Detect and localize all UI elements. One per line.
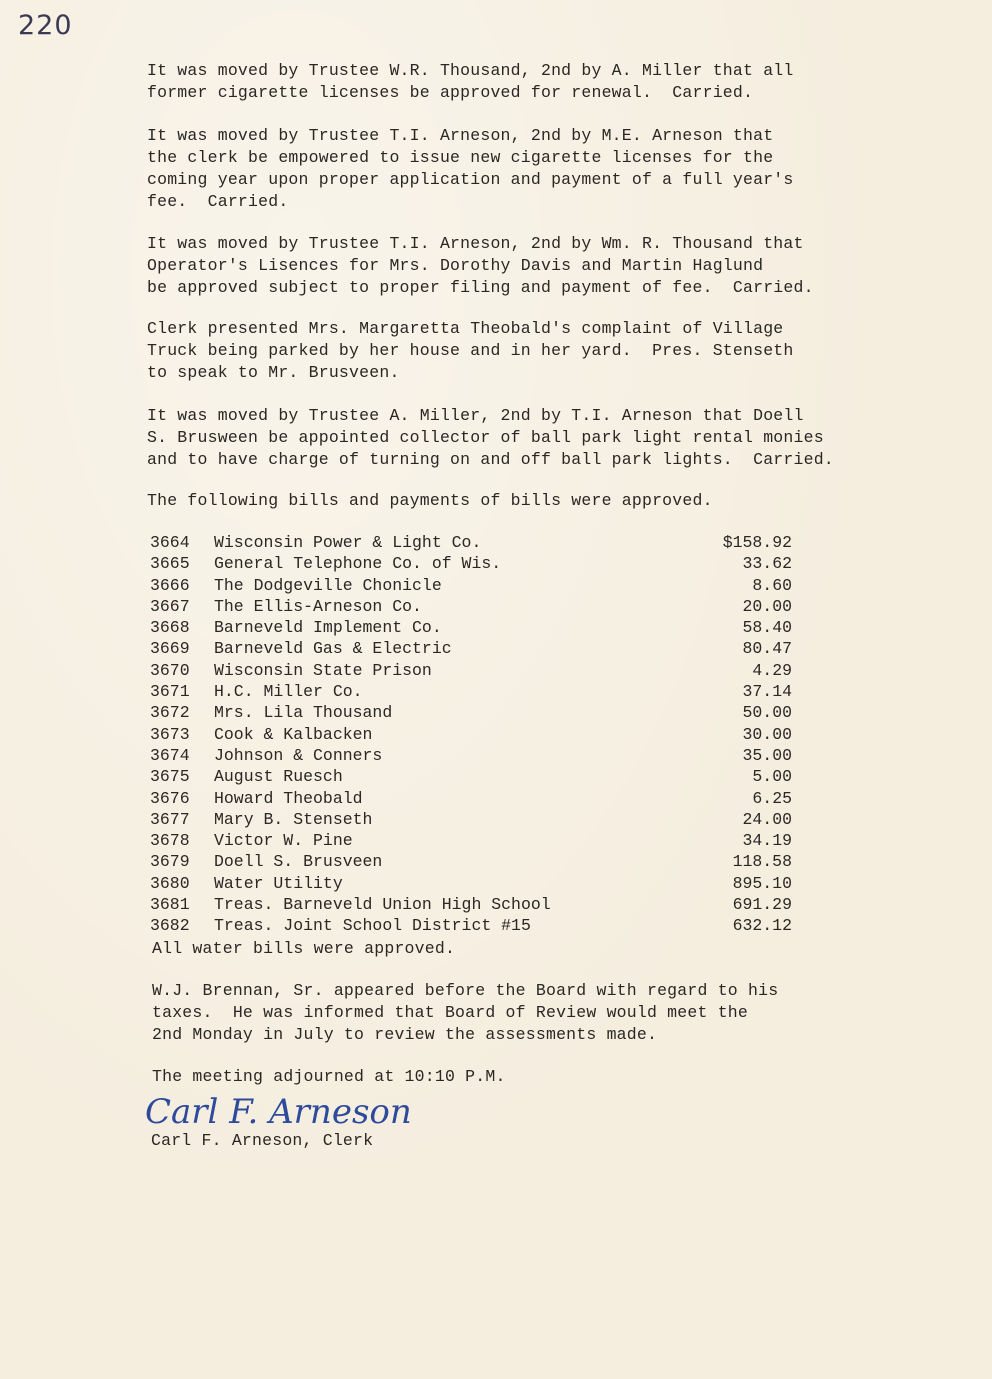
bill-payee: Treas. Barneveld Union High School [214,895,551,915]
bill-number: 3677 [150,809,190,829]
bill-amount: 24.00 [742,809,792,829]
water-bills-note: All water bills were approved. [152,939,456,958]
bill-row [150,702,800,723]
bill-amount: 632.12 [732,916,792,936]
bill-row [150,724,800,745]
bill-number: 3678 [150,831,190,851]
bill-number: 3664 [150,533,190,552]
bill-row [150,830,800,851]
bill-payee: General Telephone Co. of Wis. [214,554,502,574]
bill-row [150,894,800,915]
bill-number: 3682 [150,916,190,936]
bill-row [150,851,800,872]
bill-payee: August Ruesch [214,767,343,787]
bill-row [150,596,800,617]
bill-payee: Johnson & Conners [214,745,383,765]
bill-amount: 80.47 [742,639,792,659]
bill-payee: Mrs. Lila Thousand [214,703,393,723]
bill-amount: 6.25 [752,788,792,808]
paragraph-new-cigarette-licenses: It was moved by Trustee T.I. Arneson, 2nd by M.E. Arneson that the clerk be empowered to issue new cigarette licenses for the coming year upon proper application and payment of a full year's fee. Carried. [147,126,794,211]
bill-payee: H.C. Miller Co. [214,682,363,702]
bill-number: 3679 [150,852,190,872]
bill-row [150,788,800,809]
bill-payee: Treas. Joint School District #15 [214,916,531,936]
bill-number: 3675 [150,767,190,787]
bill-number: 3666 [150,575,190,595]
paragraph-theobald-complaint: Clerk presented Mrs. Margaretta Theobald's complaint of Village Truck being parked by her house and in her yard. Pres. Stenseth to speak to Mr. Brusveen. [147,319,794,382]
bill-number: 3673 [150,724,190,744]
bill-amount: 34.19 [742,831,792,851]
adjournment-line: The meeting adjourned at 10:10 P.M. [152,1067,506,1086]
bill-amount: 4.29 [752,660,792,680]
bill-amount: 30.00 [742,724,792,744]
bill-payee: The Ellis-Arneson Co. [214,596,422,616]
bill-row [150,617,800,638]
bill-payee: Barneveld Implement Co. [214,618,442,638]
paragraph-brennan-taxes: W.J. Brennan, Sr. appeared before the Board with regard to his taxes. He was informed that Board of Review would meet the 2nd Monday in July to review the assessments made. [152,981,779,1044]
bill-amount: 50.00 [742,703,792,723]
bill-amount: 58.40 [742,618,792,638]
bill-number: 3667 [150,596,190,616]
bills-list [150,532,800,937]
bill-number: 3670 [150,660,190,680]
page-number: 220 [18,10,73,41]
bill-amount: 35.00 [742,745,792,765]
bill-row [150,638,800,659]
signature-script: Carl F. Arneson [145,1092,412,1132]
bill-number: 3674 [150,745,190,765]
clerk-name-line: Carl F. Arneson, Clerk [151,1131,374,1150]
bill-amount: 37.14 [742,682,792,702]
bill-row [150,553,800,574]
bill-row [150,745,800,766]
bill-row [150,766,800,787]
bill-row [150,809,800,830]
bill-amount: 118.58 [732,852,792,872]
bill-amount: 5.00 [752,767,792,787]
bill-amount: 691.29 [732,895,792,915]
paragraph-cigarette-renewal: It was moved by Trustee W.R. Thousand, 2nd by A. Miller that all former cigarette licenses be approved for renewal. Carried. [147,61,794,102]
bill-row [150,681,800,702]
bill-number: 3676 [150,788,190,808]
bill-number: 3681 [150,895,190,915]
bill-row [150,873,800,894]
bill-amount: 33.62 [742,554,792,574]
bill-payee: Cook & Kalbacken [214,724,373,744]
bill-payee: Barneveld Gas & Electric [214,639,452,659]
bill-number: 3671 [150,682,190,702]
bill-row [150,575,800,596]
bill-number: 3680 [150,873,190,893]
bill-row [150,660,800,681]
bill-payee: Howard Theobald [214,788,363,808]
bill-number: 3668 [150,618,190,638]
bill-number: 3665 [150,554,190,574]
bill-number: 3669 [150,639,190,659]
paragraph-ball-park-collector: It was moved by Trustee A. Miller, 2nd by T.I. Arneson that Doell S. Brusween be appointed collector of ball park light rental monies and to have charge of turning on and off ball park lights. Carried. [147,406,834,469]
bill-row [150,532,800,553]
bill-amount: 8.60 [752,575,792,595]
paragraph-operator-licenses: It was moved by Trustee T.I. Arneson, 2nd by Wm. R. Thousand that Operator's Lisences for Mrs. Dorothy Davis and Martin Haglund be approved subject to proper filing and payment of fee. Carried. [147,234,814,297]
bill-number: 3672 [150,703,190,723]
bill-row [150,915,800,936]
bill-payee: Victor W. Pine [214,831,353,851]
bill-amount: 20.00 [742,596,792,616]
bill-payee: Water Utility [214,873,343,893]
bill-payee: The Dodgeville Chonicle [214,575,442,595]
bill-amount: 895.10 [732,873,792,893]
bill-payee: Doell S. Brusveen [214,852,383,872]
bill-amount: $158.92 [722,533,792,552]
paragraph-bills-intro: The following bills and payments of bills were approved. [147,491,713,510]
bill-payee: Wisconsin Power & Light Co. [214,533,482,552]
bill-payee: Mary B. Stenseth [214,809,373,829]
bill-payee: Wisconsin State Prison [214,660,432,680]
